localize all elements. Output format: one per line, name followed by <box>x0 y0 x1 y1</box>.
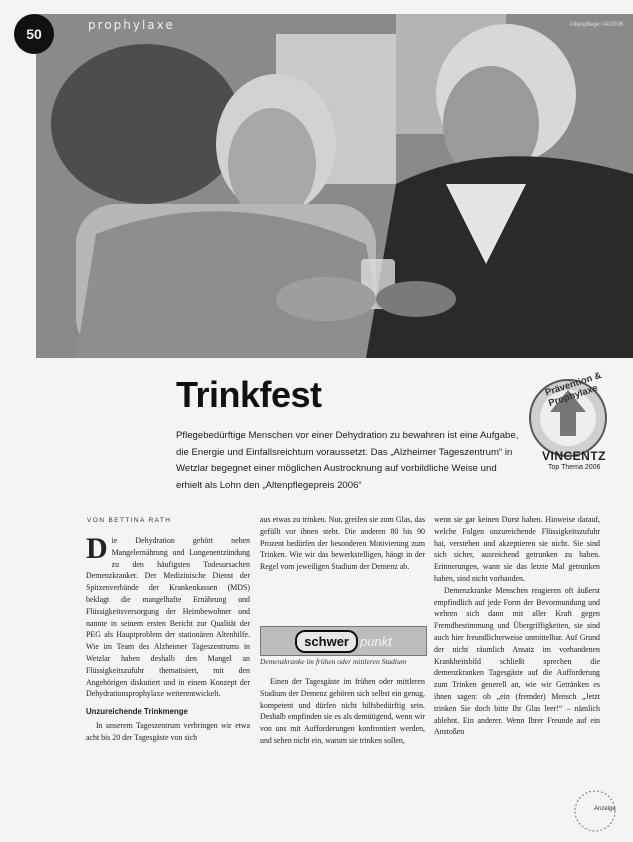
column-2 <box>260 514 425 620</box>
box-label-left: schwer <box>295 630 358 653</box>
article-title: Trinkfest <box>176 374 322 415</box>
paragraph-col3: wenn sie gar keinen Durst haben. Hinweise darauf, welche Folgen unzureichende Flüssigkeitszufuhr hat, verstehen und akzeptieren sie nicht. Sie sind sich sicher, ausreichend getrunken zu haben. Erinnerungen, wann sie das letzte Mal getrunken haben, sind nicht vorhanden. <box>434 515 600 583</box>
section-label: prophylaxe <box>88 18 175 32</box>
page-number: 50 <box>14 14 54 54</box>
intro-text: ie Dehydration gehört neben Mangelernährung und Lungenentzündung zu den häufigsten Todesursachen Demenzkranker. Der Medizinische Dienst der Spitzenverbände der Krankenkassen (MDS) beklagt die mangelhafte Ernährung und Flüssigkeitsversorgung der Heimbewohner und nannte in seinem ersten Bericht zur Qualität der PEG als Hauptproblem der stationären Altenhilfe. Wie im Team des Alzheimer Tageszentrums in Wetzlar haben deshalb den Mangel an Flüssigkeitszufuhr thematisiert, mit den Angehörigen diskutiert und in einem Konzept der Dehydrationsprophylaxe weiterentwickelt. <box>86 536 250 699</box>
column-2-lower <box>260 676 425 836</box>
badge-brand: VINCENTZ <box>542 449 606 463</box>
article-lead: Pflegebedürftige Menschen vor einer Dehydration zu bewahren ist eine Aufgabe, die Energie und Einfallsreichtum voraussetzt. Das „Alzheimer Tageszentrum“ in Wetzlar begegnet einer möglichen Austrocknung auf vorbildliche Weise und erhielt als Lohn den „Altenpflegepreis 2006“ <box>176 430 519 491</box>
box-caption: Demenzkranke im frühen oder mittleren Stadium <box>260 657 407 666</box>
badge-top-text: Prävention & Prophylaxe <box>543 370 603 410</box>
header-photo <box>36 14 633 358</box>
column-1 <box>86 535 250 835</box>
paragraph-col2: aus etwas zu trinken. Nur, greifen sie zum Glas, das gefüllt vor ihnen steht. Die anderen 80 bis 90 Prozent bedürfen der besonderen Motivierung zum Trinken. Wie wir das bewerkstelligen, hängt in der Regel vom jeweiligen Stadium der Demenz ab. <box>260 515 425 572</box>
box-label-right: punkt <box>360 633 392 649</box>
magazine-label: Altenpflege 04/2006 <box>569 22 623 28</box>
byline: VON BETTINA RATH <box>87 517 172 524</box>
dropcap: D <box>86 535 108 565</box>
paragraph-col2b: Einen der Tagesgäste im frühen oder mittleren Stadium der Demenz gehören sich selbst ein genug, kompetent und dürfen nicht hilfsbedürftig sein. Deshalb empfinden sie es als demütigend, wenn wir von uns mit Aufforderungen konfrontiert werden, und sehen nicht ein, warum sie trinken sollen, <box>260 677 425 745</box>
header-bar <box>36 14 633 36</box>
photo-two-women-toasting <box>36 14 633 358</box>
schwerpunkt-box <box>260 626 427 656</box>
paragraph-col3-2: Demenzkranke Menschen reagieren oft äußerst empfindlich auf jede Form der Bevormundung und wehren sich dann mit aller Kraft gegen Fremdbestimmung und Übergriffigkeiten, sie sind auch hier freundlicherweise unmittelbar. Auf Grund der nicht räumlich Ansatz im vorhandenen Krankheitsbild schließt sprechen die demenzkranken Tagesgäste auf die Aufforderung zum Trinken generell an, wie wir Getränken es ihnen sagen: ob „ein (fremder) Mensch „Jetzt trinken Sie doch bitte Ihr Glas leer!“ – nämlich ablehnt. Ein anderer. Wenn Ihrer Freunde auf ein Anstoßen <box>434 585 600 737</box>
badge-subtitle: Top Thema 2006 <box>548 464 601 471</box>
paragraph-trinkmenge: In unserem Tageszentrum verbringen wir etwa acht bis 20 der Tagesgäste von sich <box>86 720 250 742</box>
subheading: Unzureichende Trinkmenge <box>86 707 188 717</box>
paragraph-intro <box>86 535 250 700</box>
footer-label: Anzeige <box>594 806 616 812</box>
